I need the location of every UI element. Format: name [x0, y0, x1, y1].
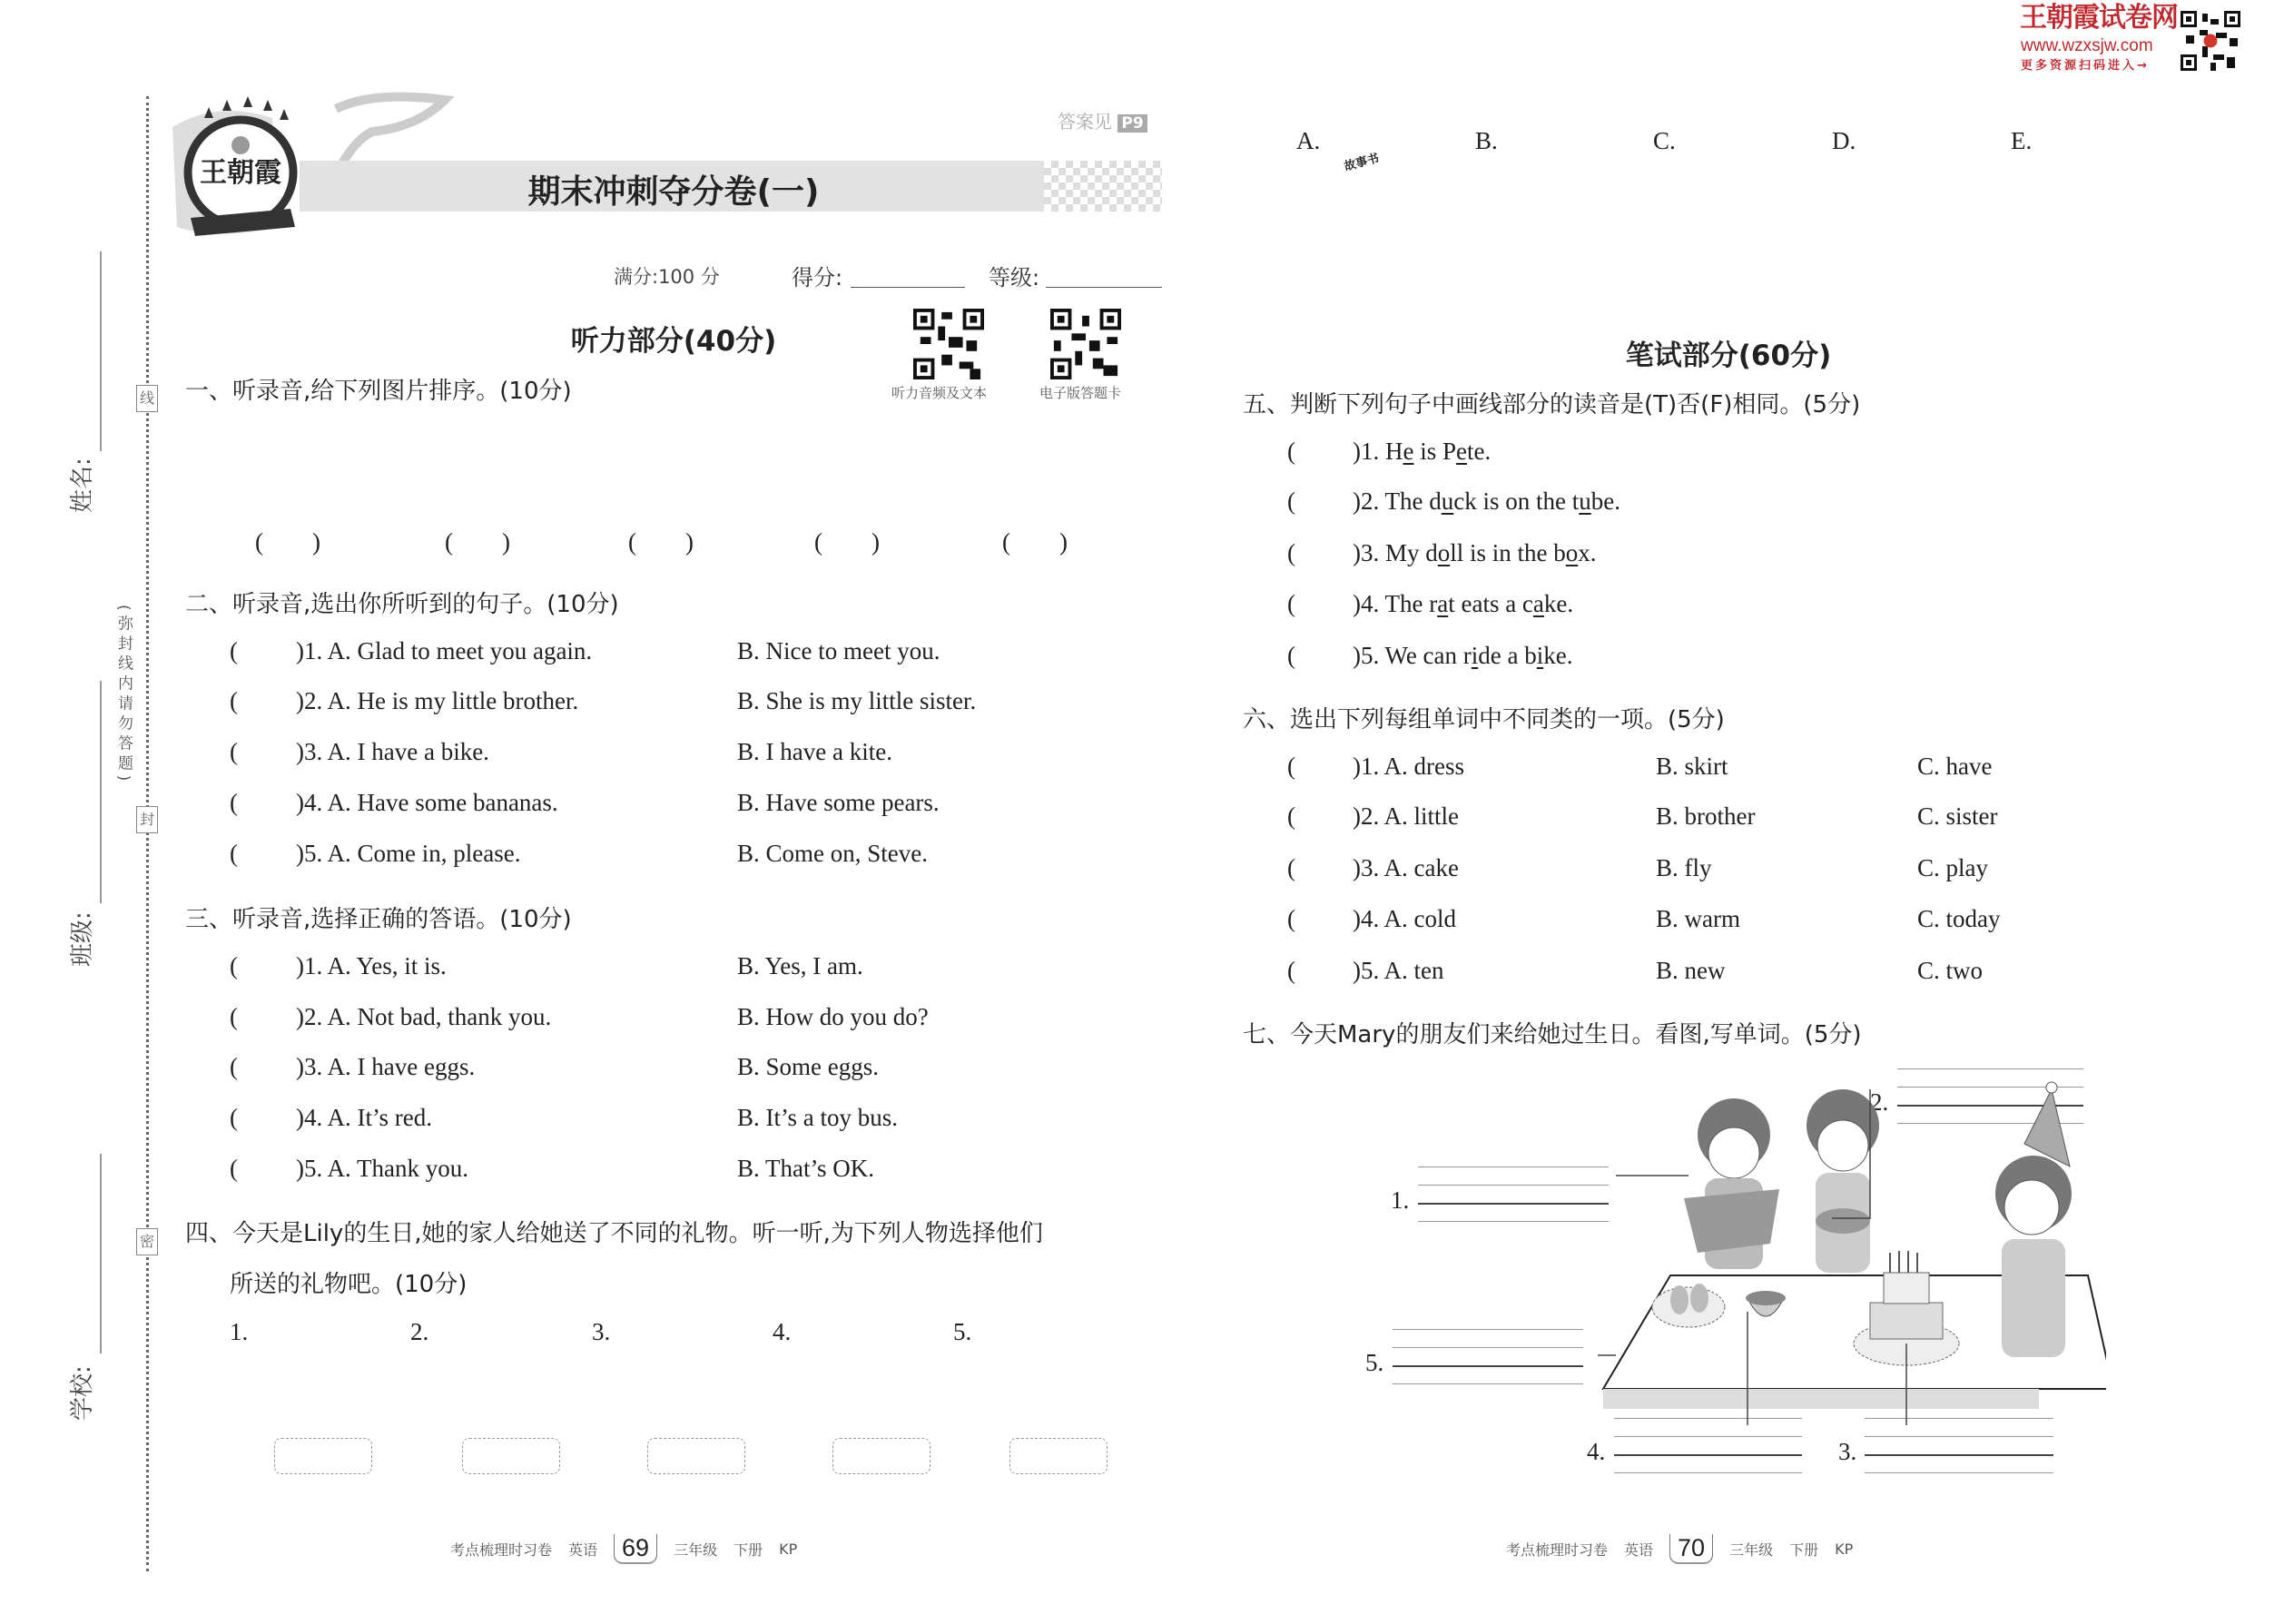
guide-line — [1897, 1068, 2083, 1069]
part7-heading: 七、今天Mary的朋友们来给她过生日。看图,写单词。(5分) — [1243, 1021, 1862, 1048]
guide-line — [1418, 1221, 1609, 1222]
grade-field[interactable] — [1046, 287, 1162, 288]
gift-answer-box[interactable] — [832, 1438, 930, 1474]
gift-option-label: B. — [1475, 127, 1498, 154]
guide-line — [1418, 1166, 1609, 1167]
name-underline — [100, 251, 102, 451]
footer-edition: KP — [1835, 1540, 1854, 1558]
answer-blank[interactable]: ( — [230, 1104, 238, 1131]
brand-qr-code — [2181, 11, 2240, 71]
part4-heading-line2: 所送的礼物吧。(10分) — [230, 1271, 468, 1298]
option-a: )4. A. cold — [1353, 905, 1456, 932]
option-a: )5. A. ten — [1353, 957, 1444, 984]
answer-reference — [1058, 107, 1147, 133]
underlined-letter: o — [1437, 539, 1451, 566]
listening-section-title: 听力部分(40分) — [570, 325, 777, 358]
footer-edition: KP — [779, 1540, 798, 1558]
person-number: 4. — [773, 1318, 792, 1345]
seal-notice: (弥封线内请勿答题) — [114, 605, 133, 786]
underlined-letter: u — [1441, 487, 1454, 515]
underlined-letter: e — [1456, 438, 1467, 465]
binding-dotted-line — [146, 96, 149, 1571]
guide-line — [1614, 1436, 1802, 1437]
guide-line — [1865, 1436, 2053, 1437]
guide-line — [1393, 1383, 1583, 1384]
sentence-text: ck is on the t — [1453, 487, 1580, 515]
answer-blank[interactable]: ( — [230, 789, 238, 816]
option-a: )1. A. Yes, it is. — [296, 952, 447, 979]
page-number: 69 — [614, 1534, 657, 1564]
word-label-1: 1. — [1391, 1186, 1410, 1214]
seal-mark-line: 线 — [136, 385, 158, 412]
birthday-party-scene — [1598, 1071, 2106, 1434]
option-c: C. today — [1917, 905, 2001, 932]
option-b: B. She is my little sister. — [737, 687, 977, 714]
underlined-letter: e — [1403, 438, 1414, 465]
title-bar-checker — [1044, 161, 1162, 212]
option-b: B. Have some pears. — [737, 789, 940, 816]
pronunciation-sentence — [1353, 438, 1491, 466]
order-blank[interactable]: ( ) — [255, 528, 320, 556]
underlined-letter: o — [1565, 539, 1579, 566]
option-a: )2. A. little — [1353, 802, 1459, 830]
footer-right — [1506, 1534, 1853, 1564]
underlined-letter: u — [1579, 487, 1591, 515]
school-label: 学校: — [69, 1365, 96, 1421]
answer-blank[interactable]: ( — [1287, 487, 1295, 515]
option-b: B. skirt — [1656, 753, 1728, 780]
option-b: B. It’s a toy bus. — [737, 1104, 899, 1131]
sentence-text: )5. We can r — [1353, 642, 1472, 669]
sentence-text: ke. — [1543, 642, 1573, 669]
footer-subject: 英语 — [1624, 1541, 1654, 1559]
underlined-letter: i — [1536, 642, 1544, 669]
guide-line — [1614, 1472, 1802, 1473]
sentence-text: )4. The r — [1353, 590, 1438, 617]
guide-line — [1393, 1329, 1583, 1330]
order-blank[interactable]: ( ) — [814, 528, 880, 556]
sentence-text: t eats a c — [1448, 590, 1533, 617]
word-label-3: 3. — [1838, 1438, 1857, 1465]
answer-blank[interactable]: ( — [1287, 590, 1295, 617]
answer-blank[interactable]: ( — [1287, 539, 1295, 566]
class-label: 班级: — [69, 911, 96, 967]
answer-ref-page: P9 — [1117, 114, 1147, 133]
guide-line — [1418, 1185, 1609, 1186]
option-c: C. sister — [1917, 802, 1998, 830]
part2-heading: 二、听录音,选出你所听到的句子。(10分) — [185, 591, 619, 618]
person-number: 3. — [592, 1318, 611, 1345]
storybook-title: 故事书 — [1343, 152, 1381, 174]
option-a: )2. A. He is my little brother. — [296, 687, 579, 714]
underlined-letter: i — [1471, 642, 1479, 669]
person-number: 2. — [410, 1318, 429, 1345]
part4-heading-line1: 四、今天是Lily的生日,她的家人给她送了不同的礼物。听一听,为下列人物选择他们 — [185, 1220, 1043, 1247]
option-a: )1. A. dress — [1353, 753, 1464, 780]
class-underline — [100, 681, 102, 903]
option-b: B. That’s OK. — [737, 1155, 875, 1182]
footer-left — [450, 1534, 797, 1564]
answer-blank[interactable]: ( — [230, 952, 238, 979]
underlined-letter: a — [1437, 590, 1449, 617]
gift-option-label: E. — [2011, 127, 2033, 154]
option-a: )2. A. Not bad, thank you. — [296, 1003, 552, 1030]
sentence-text: is P — [1413, 438, 1457, 465]
answer-blank[interactable]: ( — [1287, 905, 1295, 932]
footer-grade: 三年级 — [1729, 1541, 1774, 1559]
part3-heading: 三、听录音,选择正确的答语。(10分) — [185, 906, 572, 933]
answer-blank[interactable]: ( — [1287, 438, 1295, 465]
option-a: )4. A. Have some bananas. — [296, 789, 558, 816]
gift-answer-box[interactable] — [274, 1438, 372, 1474]
answer-writing-line[interactable] — [1865, 1454, 2053, 1456]
option-b: B. warm — [1656, 905, 1740, 932]
option-a: )4. A. It’s red. — [296, 1104, 432, 1131]
answer-blank[interactable]: ( — [230, 1155, 238, 1182]
answer-blank[interactable]: ( — [230, 637, 238, 664]
score-label: 得分: — [792, 265, 843, 290]
option-c: C. play — [1917, 854, 1988, 881]
score-field[interactable] — [851, 287, 965, 288]
part1-heading: 一、听录音,给下列图片排序。(10分) — [185, 378, 572, 405]
page-number: 70 — [1669, 1534, 1713, 1564]
pronunciation-sentence — [1353, 487, 1620, 516]
sentence-text: )1. H — [1353, 438, 1403, 465]
footer-grade: 三年级 — [674, 1541, 718, 1559]
answer-ref-label: 答案见 — [1058, 111, 1112, 133]
gift-answer-box[interactable] — [647, 1438, 745, 1474]
gift-option-label: D. — [1832, 127, 1856, 154]
option-b: B. Yes, I am. — [737, 952, 863, 979]
option-b: B. I have a kite. — [737, 738, 892, 765]
answer-blank[interactable]: ( — [1287, 854, 1295, 881]
sentence-text: )2. The d — [1353, 487, 1442, 515]
answer-blank[interactable]: ( — [1287, 957, 1295, 984]
answer-writing-line[interactable] — [1418, 1203, 1609, 1205]
order-blank[interactable]: ( ) — [628, 528, 694, 556]
footer-series: 考点梳理时习卷 — [450, 1541, 553, 1559]
footer-term: 下册 — [1789, 1541, 1819, 1559]
sentence-text: be. — [1590, 487, 1620, 515]
answer-blank[interactable]: ( — [1287, 802, 1295, 830]
answer-blank[interactable]: ( — [230, 1003, 238, 1030]
word-label-4: 4. — [1587, 1438, 1606, 1465]
qr-caption-answer-card: 电子版答题卡 — [1039, 385, 1122, 401]
answer-blank[interactable]: ( — [230, 840, 238, 867]
option-b: B. fly — [1656, 854, 1712, 881]
answer-writing-line[interactable] — [1614, 1454, 1802, 1456]
seal-mark-seal: 封 — [136, 806, 158, 833]
part6-heading: 六、选出下列每组单词中不同类的一项。(5分) — [1243, 706, 1725, 733]
logo-text: 王朝霞 — [200, 157, 281, 189]
order-blank[interactable]: ( ) — [1002, 528, 1068, 556]
underlined-letter: a — [1532, 590, 1544, 617]
pronunciation-sentence — [1353, 539, 1597, 567]
brand-site-name: 王朝霞试卷网 — [2020, 2, 2178, 34]
sentence-text: )3. My d — [1353, 539, 1438, 566]
grade-label: 等级: — [989, 265, 1040, 290]
footer-series: 考点梳理时习卷 — [1506, 1541, 1609, 1559]
answer-blank[interactable]: ( — [230, 738, 238, 765]
pronunciation-sentence — [1353, 642, 1573, 670]
answer-blank[interactable]: ( — [1287, 642, 1295, 669]
person-number: 5. — [953, 1318, 972, 1345]
footer-term: 下册 — [733, 1541, 763, 1559]
qr-caption-audio: 听力音频及文本 — [891, 385, 988, 401]
qr-code-answer-card[interactable] — [1050, 308, 1121, 380]
pronunciation-sentence — [1353, 590, 1573, 618]
answer-blank[interactable]: ( — [1287, 753, 1295, 780]
gift-answer-box[interactable] — [462, 1438, 560, 1474]
name-label: 姓名: — [69, 458, 96, 513]
word-label-2: 2. — [1870, 1088, 1889, 1116]
sentence-text: ke. — [1543, 590, 1574, 617]
answer-blank[interactable]: ( — [230, 1053, 238, 1080]
order-blank[interactable]: ( ) — [445, 528, 510, 556]
school-underline — [100, 1154, 102, 1353]
option-b: B. brother — [1656, 802, 1756, 830]
word-label-5: 5. — [1365, 1349, 1384, 1376]
option-a: )3. A. cake — [1353, 854, 1459, 881]
sentence-text: ll is in the b — [1450, 539, 1566, 566]
full-score: 满分:100 分 — [614, 266, 720, 288]
guide-line — [1393, 1347, 1583, 1348]
option-b: B. Come on, Steve. — [737, 840, 928, 867]
option-a: )5. A. Come in, please. — [296, 840, 521, 867]
sentence-text: de a b — [1478, 642, 1537, 669]
answer-blank[interactable]: ( — [230, 687, 238, 714]
option-b: B. new — [1656, 957, 1726, 984]
writing-section-title: 笔试部分(60分) — [1625, 340, 1832, 372]
option-c: C. two — [1917, 957, 1984, 984]
option-b: B. How do you do? — [737, 1003, 929, 1030]
seal-mark-secret: 密 — [136, 1228, 158, 1255]
answer-writing-line[interactable] — [1393, 1365, 1583, 1367]
sentence-text: te. — [1467, 438, 1492, 465]
gift-option-label: C. — [1653, 127, 1676, 154]
sentence-text: x. — [1578, 539, 1597, 566]
option-c: C. have — [1917, 753, 1993, 780]
footer-subject: 英语 — [568, 1541, 598, 1559]
option-b: B. Some eggs. — [737, 1053, 880, 1080]
guide-line — [1865, 1472, 2053, 1473]
brand-tagline: 更多资源扫码进入→ — [2021, 59, 2150, 73]
option-a: )5. A. Thank you. — [296, 1155, 468, 1182]
option-a: )1. A. Glad to meet you again. — [296, 637, 593, 664]
page-title: 期末冲刺夺分卷(一) — [527, 173, 820, 211]
option-a: )3. A. I have eggs. — [296, 1053, 476, 1080]
brand-url: www.wzxsjw.com — [2021, 36, 2153, 55]
gift-answer-box[interactable] — [1009, 1438, 1108, 1474]
gift-option-label: A. — [1296, 127, 1321, 154]
person-number: 1. — [230, 1318, 249, 1345]
part5-heading: 五、判断下列句子中画线部分的读音是(T)否(F)相同。(5分) — [1243, 391, 1861, 418]
option-a: )3. A. I have a bike. — [296, 738, 489, 765]
qr-code-audio[interactable] — [913, 308, 984, 380]
option-b: B. Nice to meet you. — [737, 637, 940, 664]
